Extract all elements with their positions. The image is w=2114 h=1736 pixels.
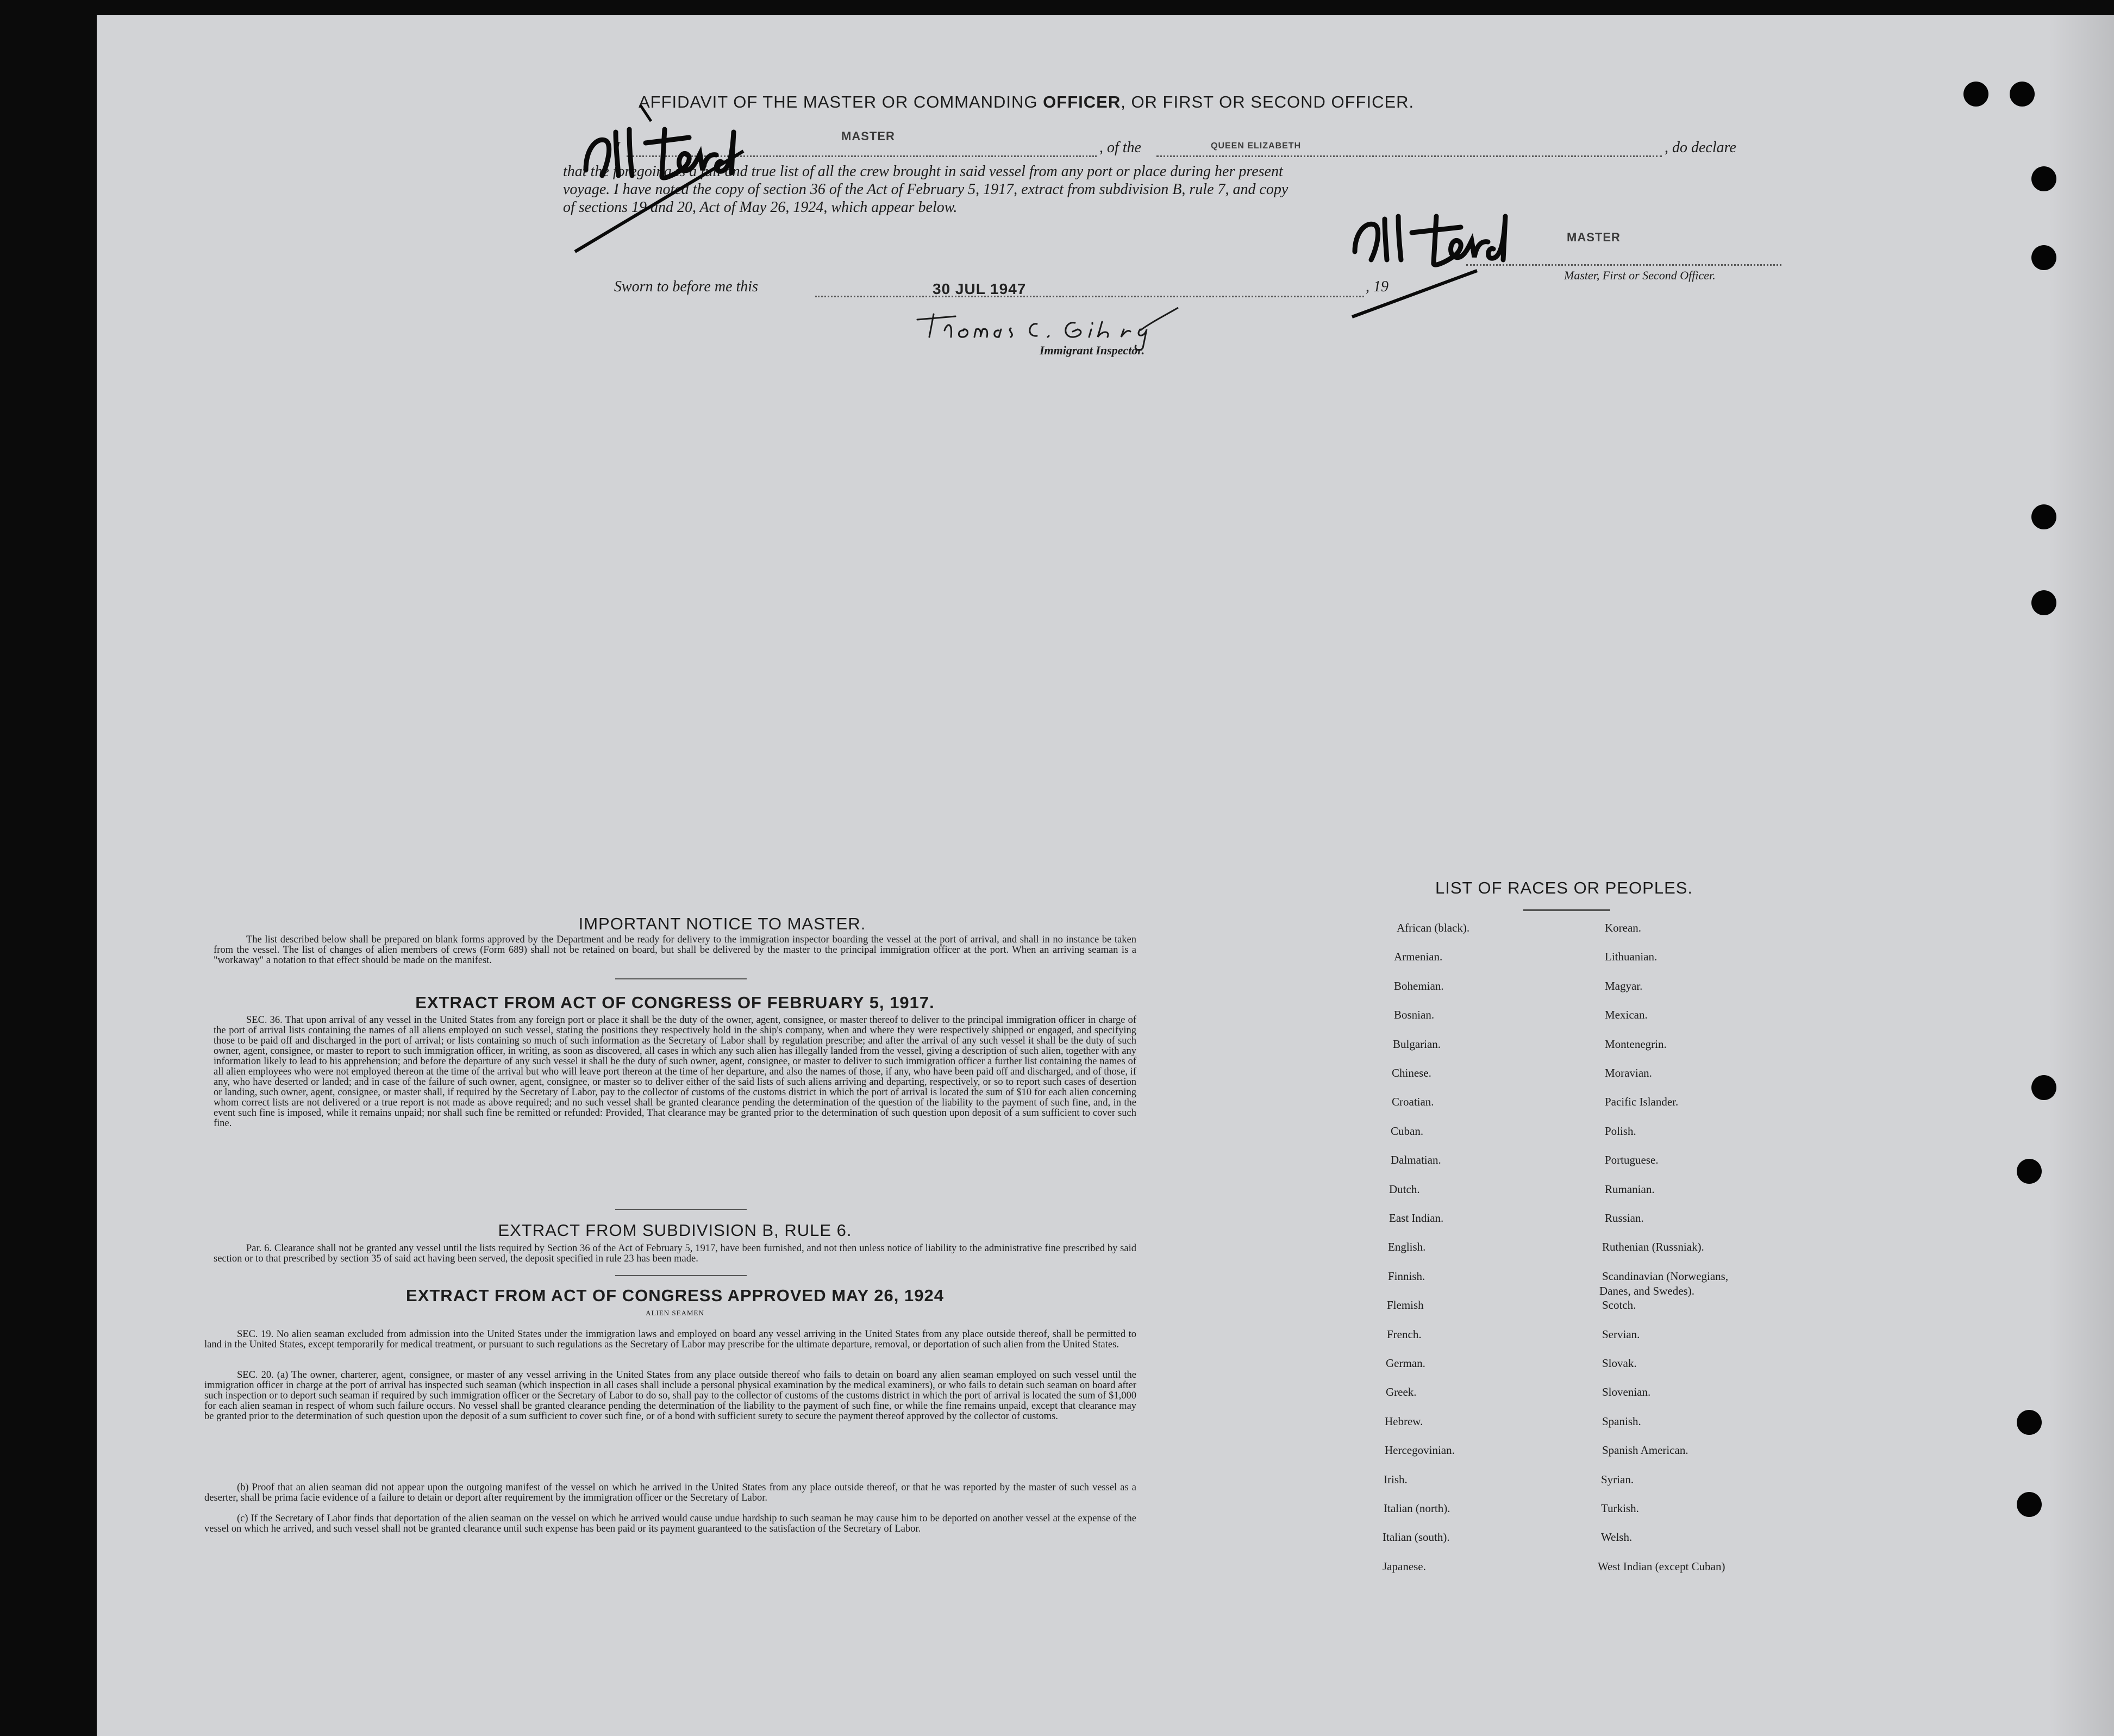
race-item: Flemish (1387, 1298, 1424, 1312)
punch-hole (2031, 166, 2056, 191)
divider (615, 1209, 747, 1210)
race-item: Spanish American. (1602, 1444, 1688, 1457)
race-item: Dutch. (1389, 1183, 1420, 1196)
vessel-stamp: QUEEN ELIZABETH (1211, 141, 1302, 151)
race-item: Magyar. (1605, 979, 1643, 992)
race-item-scandinavian-cont: Danes, and Swedes). (1599, 1284, 1694, 1297)
extract-1924-sec20c: (c) If the Secretary of Labor finds that deportation of the alien seaman on the vessel on which he arrived would cause undue hardship to such seaman he may cause him to be deported on another vessel at the expense of the vessel on which he arrived, and such vessel shall not be granted clearance until such expense has been paid or its payment guaranteed to the satisfaction of the Secretary of Labor. (204, 1513, 1136, 1534)
race-item: Hebrew. (1385, 1415, 1423, 1428)
race-item: Moravian. (1605, 1066, 1652, 1079)
race-item: Croatian. (1392, 1095, 1434, 1108)
race-item: Dalmatian. (1391, 1153, 1441, 1166)
sworn-label: Sworn to before me this (614, 278, 758, 295)
extract-1924-sec20b: (b) Proof that an alien seaman did not appear upon the outgoing manifest of the vessel on which he arrived in the United States from any place outside thereof, or that he was reported by the master of such vessel as a deserter, shall be prima facie evidence of a failure to detain or deport after requirement by the immigration officer or the Secretary of Labor. (204, 1482, 1136, 1503)
divider (615, 1275, 747, 1276)
race-item: Spanish. (1602, 1415, 1641, 1428)
race-item: Ruthenian (Russniak). (1602, 1240, 1704, 1253)
race-item: Welsh. (1601, 1531, 1633, 1544)
punch-hole (2010, 82, 2035, 107)
notice-title: IMPORTANT NOTICE TO MASTER. (578, 914, 866, 933)
race-item: Irish. (1384, 1473, 1408, 1486)
year-label: , 19 (1366, 278, 1389, 295)
race-item: Scandinavian (Norwegians, (1602, 1270, 1729, 1283)
inspector-caption: Immigrant Inspector. (1040, 344, 1145, 357)
race-item: Italian (south). (1383, 1531, 1450, 1544)
extract-1924-sec20a: SEC. 20. (a) The owner, charterer, agent, consignee, or master of any vessel arriving in the United States from any place outside thereof who fails to detain on board any alien seaman employed on such vessel until the immigration officer in charge at the port of arrival has inspected such seaman (which inspection in all cases shall include a personal physical examination by the medical examiners), or who fails to detain such seaman on board after such inspection or to deport such seaman if required by such immigration officer or the Secretary of Labor to do so, shall pay to the collector of customs of the customs district in which the port of arrival is located the sum of $1,000 for each alien seaman in respect of whom such failure occurs. No vessel shall be granted clearance pending the determination of the liability to the payment of such fine, or while the fine remains unpaid, except that clearance may be granted prior to the determination of such question upon the deposit of a sum sufficient to cover such fine, or of a bond with sufficient surety to secure the payment thereof approved by the collector of customs. (204, 1370, 1136, 1422)
race-item: West Indian (except Cuban) (1598, 1560, 1725, 1573)
race-item: Turkish. (1601, 1502, 1639, 1515)
master-stamp: MASTER (841, 129, 895, 143)
race-item: Syrian. (1601, 1473, 1634, 1486)
do-declare-label: , do declare (1665, 139, 1736, 156)
master-signature-2 (1330, 200, 1580, 325)
race-item: Armenian. (1394, 950, 1443, 963)
race-item: Servian. (1602, 1328, 1640, 1341)
of-the-label: , of the (1099, 139, 1141, 156)
punch-hole (2031, 245, 2056, 270)
page-edge-shadow (2049, 15, 2114, 1736)
punch-hole (2031, 590, 2056, 615)
punch-hole (2017, 1410, 2042, 1435)
signature-master-stamp: MASTER (1567, 230, 1621, 244)
punch-hole (2017, 1159, 2042, 1184)
punch-hole (2031, 504, 2056, 529)
punch-hole (2031, 1075, 2056, 1100)
extract-1924-sec19: SEC. 19. No alien seaman excluded from admission into the United States under the immigration laws and employed on board any vessel arriving in the United States from any place outside thereof, shall be permitted to land in the United States, except temporarily for medical treatment, or pursuant to such regulations as the Secretary of Labor may prescribe for the ultimate departure, removal, or deportation of such alien from the United States. (204, 1329, 1136, 1350)
affidavit-i-label: I (615, 139, 621, 156)
divider (615, 978, 747, 979)
divider (1523, 909, 1610, 911)
races-title: LIST OF RACES OR PEOPLES. (1435, 878, 1693, 897)
extract-1917-body: SEC. 36. That upon arrival of any vessel in the United States from any foreign port or place it shall be the duty of the owner, agent, consignee, or master thereof to deliver to the principal immigration officer in charge of the port of arrival lists containing the names of all aliens employed on such vessel, stating the positions they respectively hold in the ship's company, when and where they were respectively shipped or engaged, and specifying those to be paid off and discharged in the port of arrival; or lists containing so much of such information as the Secretary of Labor shall by regulation prescribe; and after the arrival of any such vessel it shall be the duty of such owner, agent, consignee, or master to report to such immigration officer, in writing, as soon as discovered, all cases in which any such alien has illegally landed from the vessel, giving a description of such alien, together with any information likely to lead to his apprehension; and before the departure of any such vessel it shall be the duty of such owner, agent, consignee, or master to deliver to such immigration officer a further list containing the names of all alien employees who were not employed thereon at the time of the arrival but who will leave port thereon at the time of her departure, and also the names of those, if any, who have been paid off and discharged, and of those, if any, who have deserted or landed; and in case of the failure of such owner, agent, consignee, or master so to deliver either of the said lists of such aliens arriving and departing, respectively, or so to report such cases of desertion or landing, such owner, agent, consignee, or master shall, if required by the Secretary of Labor, pay to the collector of customs of the customs district in which the port of arrival is located the sum of $10 for each alien concerning whom correct lists are not delivered or a true report is not made as above required; and no such vessel shall be granted clearance pending the determination of the question of the liability to the payment of such fine, and, in the event such fine is imposed, while it remains unpaid; nor shall such fine be remitted or refunded: Provided, That clearance may be granted prior to the determination of such question upon deposit of a sum sufficient to cover such fine. (214, 1015, 1136, 1129)
notice-body: The list described below shall be prepared on blank forms approved by the Department and be ready for delivery to the immigration inspector boarding the vessel at the port of arrival, and shall in no instance be taken from the vessel. The list of changes of alien members of crews (Form 689) shall not be retained on board, but shall be delivered by the master to the principal immigration officer at the port. When an arriving seaman is a "workaway" a notation to that effect should be made on the manifest. (214, 934, 1136, 966)
affidavit-body-line-3: of sections 19 and 20, Act of May 26, 1924, which appear below. (563, 199, 958, 216)
vessel-name-field (1156, 155, 1662, 157)
race-item: Lithuanian. (1605, 950, 1658, 963)
race-item: Scotch. (1602, 1298, 1636, 1312)
officer-signature-line (1466, 264, 1781, 266)
race-item: Greek. (1386, 1385, 1417, 1398)
race-item: English. (1388, 1240, 1426, 1253)
extract-1917-title: EXTRACT FROM ACT OF CONGRESS OF FEBRUARY 5, 1917. (415, 993, 935, 1012)
affidavit-body-line-2: voyage. I have noted the copy of section 36 of the Act of February 5, 1917, extract from subdivision B, rule 7, and copy (563, 181, 1289, 198)
race-item: Chinese. (1392, 1066, 1431, 1079)
affidavit-body-line-1: that the foregoing is a full and true list of all the crew brought in said vessel from any port or place during her present (563, 163, 1283, 180)
race-item: German. (1386, 1357, 1425, 1370)
sworn-date-stamp: 30 JUL 1947 (933, 280, 1027, 297)
race-item: African (black). (1397, 921, 1470, 934)
race-item: Pacific Islander. (1605, 1095, 1679, 1108)
punch-hole (1963, 82, 1988, 107)
race-item: Montenegrin. (1605, 1038, 1667, 1051)
extract-rule6-body: Par. 6. Clearance shall not be granted any vessel until the lists required by Section 36 of the Act of February 5, 1917, have been furnished, and not then unless notice of liability to the administrative fine prescribed by said section or to that prescribed by section 35 of said act having been served, the deposit specified in rule 23 has been made. (214, 1243, 1136, 1264)
race-item: Italian (north). (1384, 1502, 1450, 1515)
sworn-date-field (815, 296, 1364, 297)
punch-hole (2017, 1492, 2042, 1517)
extract-1924-title: EXTRACT FROM ACT OF CONGRESS APPROVED MAY 26, 1924 (406, 1286, 944, 1305)
race-item: Russian. (1605, 1212, 1644, 1225)
race-item: Slovak. (1602, 1357, 1637, 1370)
officer-signature-caption: Master, First or Second Officer. (1564, 268, 1716, 282)
race-item: Japanese. (1383, 1560, 1426, 1573)
race-item: Rumanian. (1605, 1183, 1655, 1196)
race-item: Finnish. (1388, 1270, 1425, 1283)
extract-rule6-title: EXTRACT FROM SUBDIVISION B, RULE 6. (498, 1221, 852, 1240)
extract-1924-subtitle: ALIEN SEAMEN (646, 1309, 704, 1317)
race-item: Slovenian. (1602, 1385, 1651, 1398)
race-item: Bulgarian. (1393, 1038, 1441, 1051)
race-item: Hercegovinian. (1385, 1444, 1455, 1457)
affidavit-title: AFFIDAVIT OF THE MASTER OR COMMANDING OFFICER, OR FIRST OR SECOND OFFICER. (639, 92, 1415, 111)
race-item: Cuban. (1391, 1125, 1424, 1138)
race-item: French. (1387, 1328, 1422, 1341)
race-item: Korean. (1605, 921, 1642, 934)
race-item: East Indian. (1389, 1212, 1444, 1225)
master-signature-1 (564, 99, 803, 263)
race-item: Bosnian. (1394, 1008, 1435, 1021)
race-item: Polish. (1605, 1125, 1636, 1138)
form-page (97, 15, 2114, 1736)
race-item: Portuguese. (1605, 1153, 1659, 1166)
race-item: Mexican. (1605, 1008, 1648, 1021)
race-item: Bohemian. (1394, 979, 1444, 992)
